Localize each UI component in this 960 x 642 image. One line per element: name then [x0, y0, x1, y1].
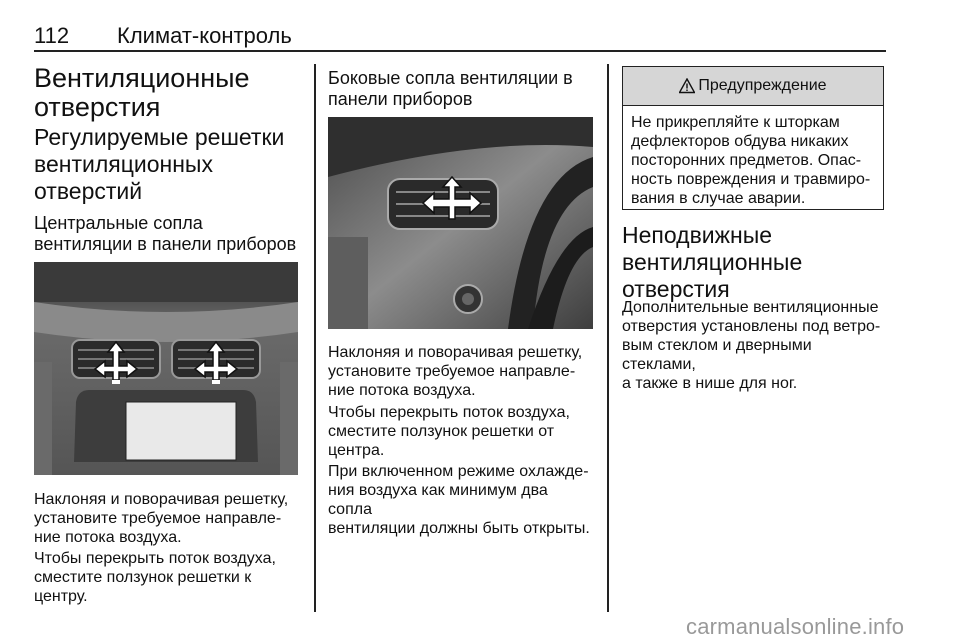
warning-text: [623, 106, 883, 208]
text-line: вым стеклом и дверными стеклами,: [622, 337, 812, 373]
page-number: 112: [34, 23, 70, 48]
center-vents-photo: [34, 262, 298, 475]
warning-title: Предупреждение: [698, 77, 827, 94]
text-line: центра.: [328, 442, 385, 459]
paragraph-cooling: [328, 462, 593, 538]
paragraph-adjust-side: [328, 343, 593, 400]
side-vents-illustration: [328, 117, 593, 329]
heading-line: Центральные сопла: [34, 213, 203, 233]
heading-line: вентиляции в панели приборов: [34, 234, 297, 254]
text-line: ние потока воздуха.: [328, 382, 476, 399]
heading-line: Неподвижные: [622, 222, 773, 248]
heading-line: отверстия: [622, 276, 730, 302]
paragraph-adjust: [34, 490, 302, 547]
text-line: Чтобы перекрыть поток воздуха,: [34, 550, 276, 567]
heading-line: Регулируемые решетки: [34, 124, 285, 150]
watermark: carmanualsonline.info: [686, 614, 905, 639]
text-line: сместите ползунок решетки к: [34, 569, 252, 586]
text-line: Наклоняя и поворачивая решетку,: [34, 491, 289, 508]
text-line: установите требуемое направле-: [328, 363, 576, 380]
heading-line: Боковые сопла вентиляции в: [328, 68, 573, 88]
heading-line: отверстия: [34, 92, 161, 122]
text-line: При включенном режиме охлажде-: [328, 463, 589, 480]
text-line: вентиляции должны быть открыты.: [328, 520, 590, 537]
text-line: центру.: [34, 588, 88, 605]
warning-triangle-icon: [679, 78, 695, 94]
heading-line: Вентиляционные: [34, 63, 250, 93]
side-vents-photo: [328, 117, 593, 329]
heading-line: вентиляционные: [622, 249, 803, 275]
column-divider-2: [607, 64, 609, 612]
heading-side-vents: [328, 68, 593, 110]
text-line: ние потока воздуха.: [34, 529, 182, 546]
warning-header: [623, 67, 883, 106]
paragraph-fixed-vents: [622, 298, 888, 393]
heading-fixed-vents: [622, 222, 888, 303]
text-line: Чтобы перекрыть поток воздуха,: [328, 404, 570, 421]
column-divider-1: [314, 64, 316, 612]
text-line: Не прикрепляйте к шторкам: [631, 114, 840, 131]
heading-center-vents: [34, 213, 302, 255]
text-line: отверстия установлены под ветро-: [622, 318, 881, 335]
heading-line: панели приборов: [328, 89, 473, 109]
center-vents-illustration: [34, 262, 298, 475]
text-line: вания в случае аварии.: [631, 190, 806, 207]
paragraph-close: [34, 549, 302, 606]
text-line: сместите ползунок решетки от: [328, 423, 555, 440]
text-line: Наклоняя и поворачивая решетку,: [328, 344, 583, 361]
text-line: Дополнительные вентиляционные: [622, 299, 879, 316]
paragraph-close-side: [328, 403, 593, 460]
header-rule: [34, 50, 886, 52]
warning-box: [622, 66, 884, 210]
text-line: дефлекторов обдува никаких: [631, 133, 849, 150]
heading-vents: [34, 64, 302, 122]
text-line: установите требуемое направле-: [34, 510, 282, 527]
heading-line: вентиляционных: [34, 151, 213, 177]
text-line: ность повреждения и травмиро-: [631, 171, 871, 188]
section-title: Климат-контроль: [117, 23, 292, 48]
text-line: а также в нише для ног.: [622, 375, 798, 392]
text-line: посторонних предметов. Опас-: [631, 152, 862, 169]
text-line: ния воздуха как минимум два сопла: [328, 482, 548, 518]
heading-adjustable-vents: [34, 124, 302, 205]
heading-line: отверстий: [34, 178, 143, 204]
